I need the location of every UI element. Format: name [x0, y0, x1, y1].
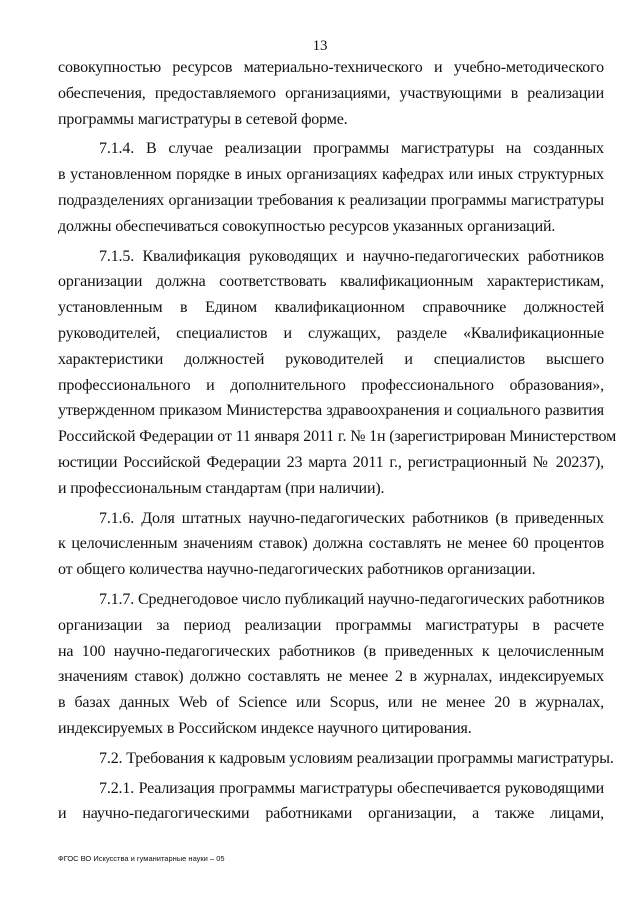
text-line: 7.1.6. Доля штатных научно-педагогических работников (в приведенных — [99, 509, 604, 527]
text-line: 7.1.5. Квалификация руководящих и научно-педагогических работников — [99, 247, 604, 265]
text-line: индексируемых в Российском индексе научного цитирования. — [58, 719, 472, 737]
text-line: 7.1.4. В случае реализации программы магистратуры на созданных — [99, 140, 604, 158]
text-line: юстиции Российской Федерации 23 марта 2011 г., регистрационный № 20237), — [58, 453, 604, 471]
footer-label: ФГОС ВО Искусства и гуманитарные науки – 05 — [58, 854, 225, 863]
paragraph-p72 — [58, 746, 614, 772]
page-number: 13 — [312, 38, 328, 54]
text-line: руководителей, специалистов и служащих, разделе «Квалификационные — [58, 324, 604, 342]
text-line: 7.2. Требования к кадровым условиям реализации программы магистратуры. — [99, 749, 614, 767]
text-line: значениям ставок) должно составлять не менее 2 в журналах, индексируемых — [58, 668, 604, 686]
text-line: программы магистратуры в сетевой форме. — [58, 110, 348, 128]
text-line: в установленном порядке в иных организациях кафедрах или иных структурных — [58, 166, 604, 184]
text-line: установленным в Едином квалификационном справочнике должностей — [58, 299, 604, 317]
text-line: обеспечения, предоставляемого организациями, участвующими в реализации — [58, 84, 604, 102]
text-line: характеристики должностей руководителей и специалистов высшего — [58, 350, 604, 368]
text-line: и профессиональным стандартам (при наличии). — [58, 479, 385, 497]
text-line: и научно-педагогическими работниками организации, а также лицами, — [58, 805, 604, 823]
text-line: совокупностью ресурсов материально-технического и учебно-методического — [58, 59, 604, 76]
text-line: должны обеспечиваться совокупностью ресурсов указанных организаций. — [58, 217, 556, 235]
document-body — [58, 55, 617, 827]
text-line: на 100 научно-педагогических работников (в приведенных к целочисленным — [58, 642, 604, 660]
text-line: 7.1.7. Среднегодовое число публикаций научно-педагогических работников — [99, 590, 605, 608]
paragraph-p715 — [58, 244, 617, 502]
text-line: утвержденном приказом Министерства здравоохранения и социального развития — [58, 402, 604, 420]
paragraph-p716 — [58, 506, 604, 583]
paragraph-p0 — [58, 55, 604, 132]
text-line: профессионального и дополнительного профессионального образования», — [58, 376, 604, 394]
text-line: Российской Федерации от 11 января 2011 г. № 1н (зарегистрирован Министерством — [58, 428, 617, 446]
paragraph-p714 — [58, 136, 604, 239]
text-line: в базах данных Web of Science или Scopus, или не менее 20 в журналах, — [58, 694, 604, 712]
text-line: организации должна соответствовать квалификационным характеристикам, — [58, 273, 604, 291]
text-line: 7.2.1. Реализация программы магистратуры обеспечивается руководящими — [99, 779, 604, 797]
paragraph-p721 — [58, 776, 604, 828]
text-line: подразделениях организации требования к реализации программы магистратуры — [58, 191, 604, 209]
text-line: организации за период реализации программы магистратуры в расчете — [58, 616, 604, 634]
paragraph-p717 — [58, 587, 604, 742]
text-line: от общего количества научно-педагогических работников организации. — [58, 561, 536, 579]
text-line: к целочисленным значениям ставок) должна составлять не менее 60 процентов — [58, 535, 604, 553]
